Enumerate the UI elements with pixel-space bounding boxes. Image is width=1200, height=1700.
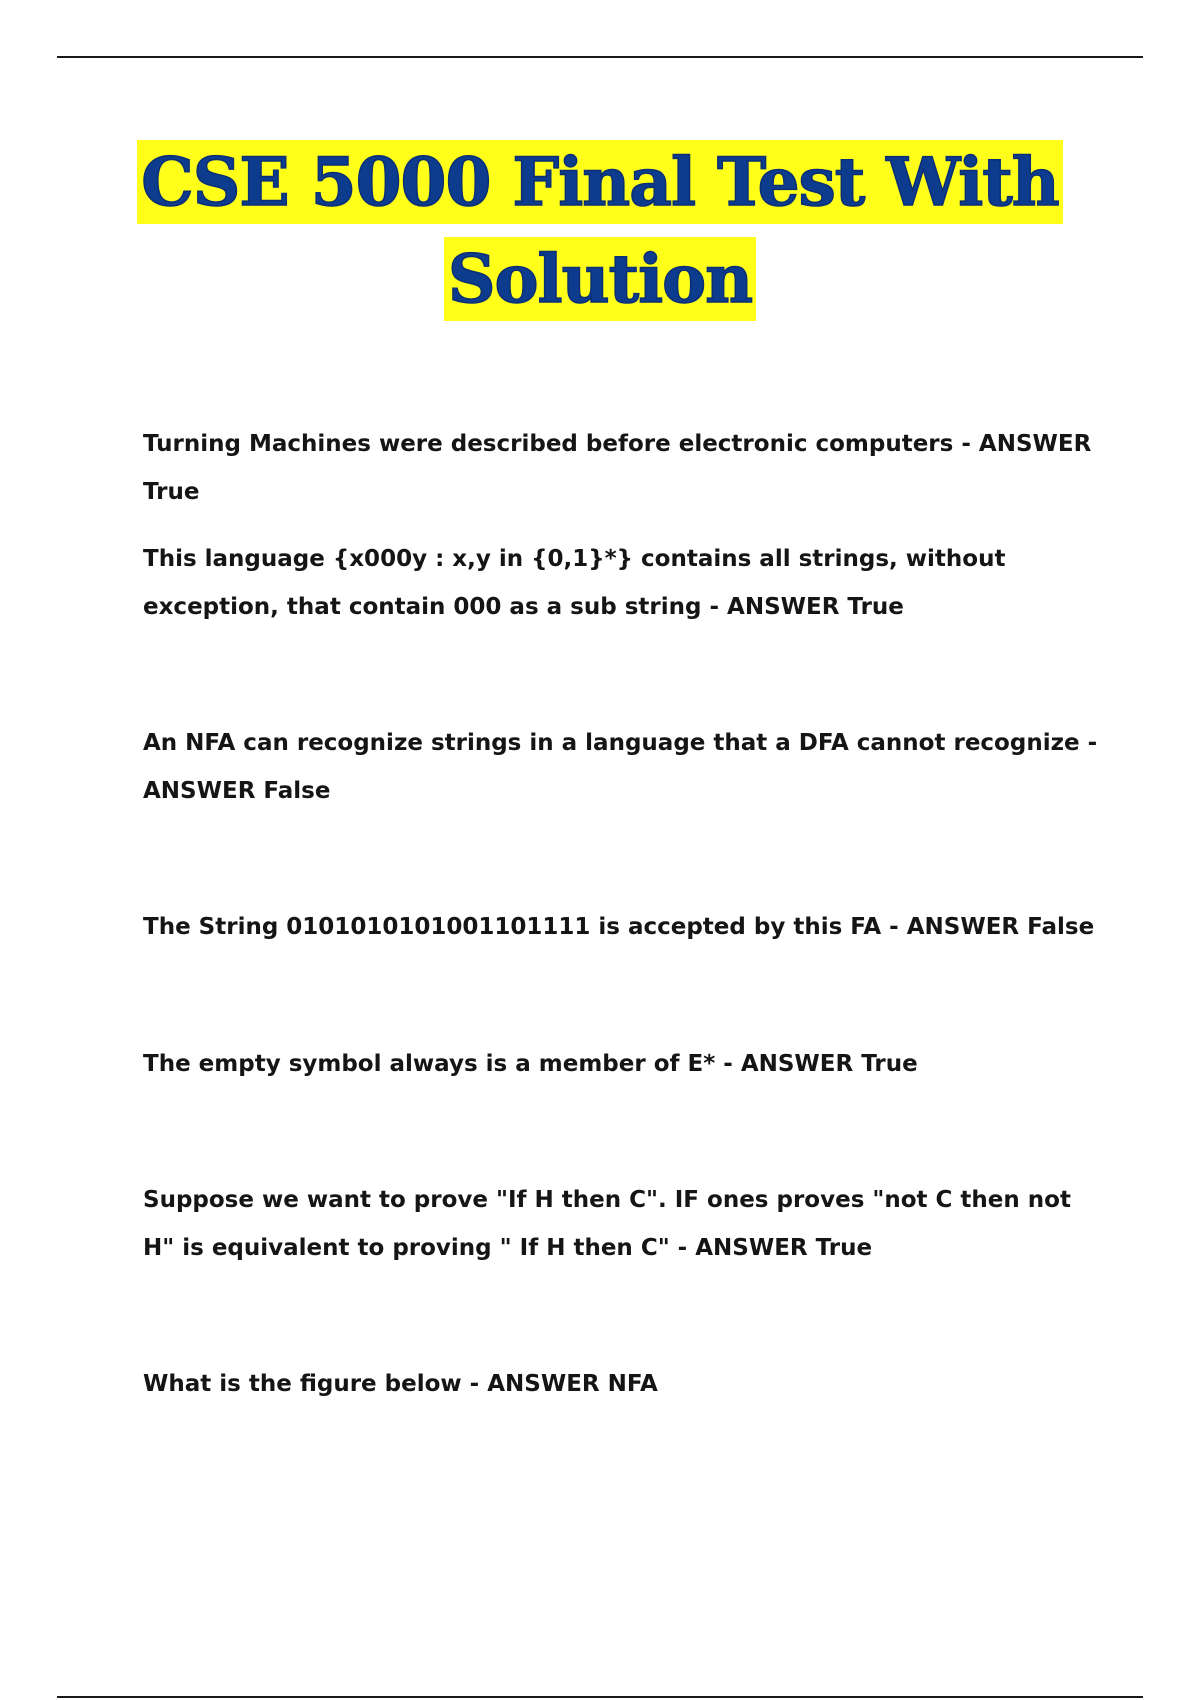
bottom-divider	[57, 1696, 1143, 1698]
question-item-7: What is the figure below - ANSWER NFA	[143, 1371, 658, 1397]
title-line-2: Solution	[444, 237, 756, 321]
question-item-1: Turning Machines were described before electronic computers - ANSWER True	[143, 431, 1092, 505]
page-title	[60, 140, 1140, 334]
top-divider	[57, 56, 1143, 58]
question-item-2: This language {x000y : x,y in {0,1}*} contains all strings, without exception, that contain 000 as a sub string - ANSWER True	[143, 546, 1006, 620]
question-item-4: The String 0101010101001101111 is accepted by this FA - ANSWER False	[143, 914, 1095, 940]
title-line-1: CSE 5000 Final Test With	[137, 140, 1063, 224]
question-item-6: Suppose we want to prove "If H then C". IF ones proves "not C then not H" is equivalent to proving " If H then C" - ANSWER True	[143, 1187, 1071, 1261]
question-item-3: An NFA can recognize strings in a language that a DFA cannot recognize - ANSWER False	[143, 730, 1098, 804]
question-item-5: The empty symbol always is a member of E* - ANSWER True	[143, 1051, 918, 1077]
